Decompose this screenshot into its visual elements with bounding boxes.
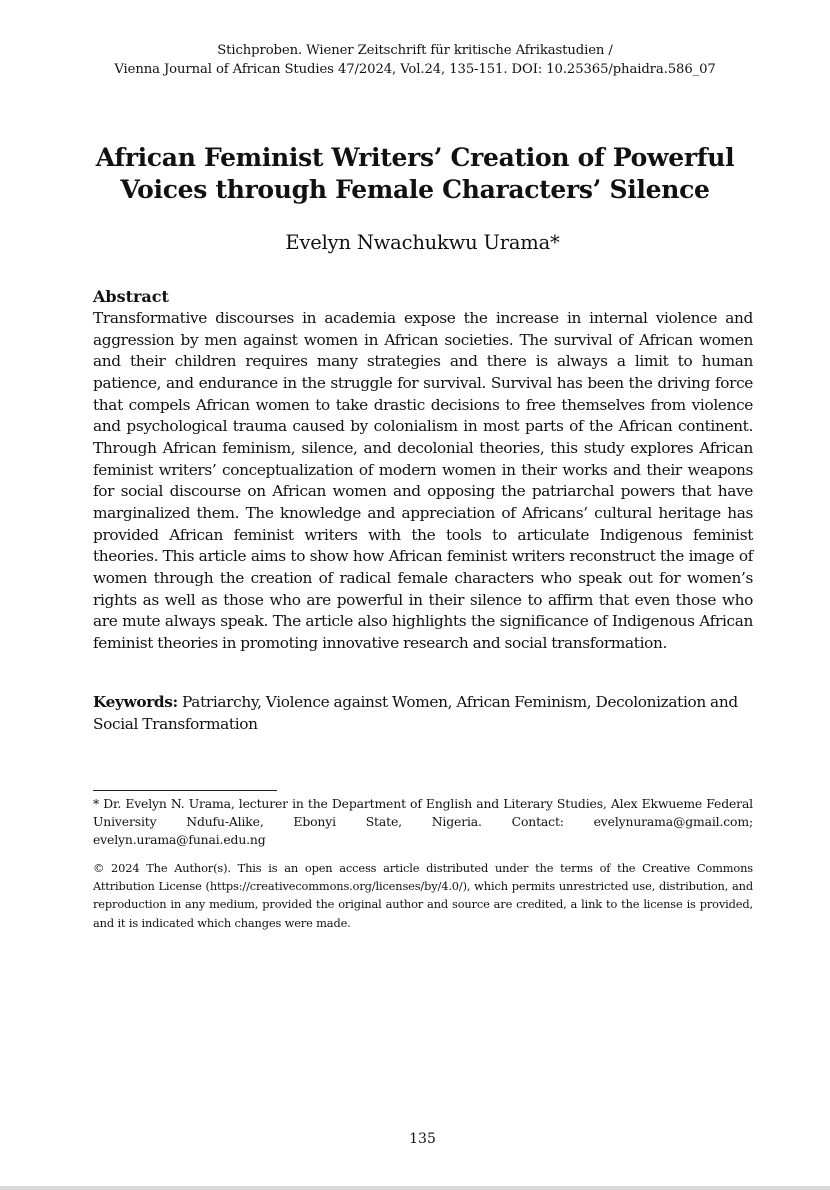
abstract-text: Transformative discourses in academia expose the increase in internal violence and aggression by men against women in African societies. The survival of African women and their children requires many strategies and there is always a limit to human patience, and endurance in the struggle for survival. Survival has been the driving force that compels African women to take drastic decisions to free themselves from violence and psychological trauma caused by colonialism in most parts of the African continent. Through African feminism, silence, and decolonial theories, this study explores African feminist writers’ conceptualization of modern women in their works and their weapons for social discourse on African women and opposing the patriarchal powers that have marginalized them. The knowledge and appreciation of Africans’ cultural heritage has provided African feminist writers with the tools to articulate Indigenous feminist theories. This article aims to show how African feminist writers reconstruct the image of women through the creation of radical female characters who speak out for women’s rights as well as those who are powerful in their silence to affirm that even those who are mute always speak. The article also highlights the significance of Indigenous African feminist theories in promoting innovative research and social transformation. (93, 309, 753, 652)
author-footnote: * Dr. Evelyn N. Urama, lecturer in the Department of English and Literary Studies, Alex Ekwueme Federal University Ndufu-Alike, Ebonyi State, Nigeria. Contact: evelynurama@gmail.com; evelyn.urama@funai.edu.ng (93, 796, 753, 848)
running-head-citation: Vienna Journal of African Studies 47/2024, Vol.24, 135-151. DOI: 10.25365/phaidra.586_07 (114, 62, 716, 77)
keywords-text: Patriarchy, Violence against Women, African Feminism, Decolonization and Social Transformation (93, 693, 738, 733)
running-head-journal-name: Stichproben. Wiener Zeitschrift für kritische Afrikastudien / (217, 43, 613, 58)
page-bottom-edge (0, 1186, 830, 1190)
article-title (40, 142, 790, 206)
article-title-line-2: Voices through Female Characters’ Silence (120, 175, 710, 204)
running-head (0, 41, 830, 79)
author-name: Evelyn Nwachukwu Urama* (285, 231, 560, 254)
article-title-line-1: African Feminist Writers’ Creation of Powerful (95, 143, 735, 172)
abstract-heading: Abstract (93, 287, 169, 306)
keywords-label: Keywords: (93, 693, 178, 711)
footnote-divider (93, 790, 277, 791)
license-notice: © 2024 The Author(s). This is an open access article distributed under the terms of the Creative Commons Attribution License (https://creativecommons.org/licenses/by/4.0/), which permits unrestricted use, distribution, and reproduction in any medium, provided the original author and source are credited, a link to the license is provided, and it is indicated which changes were made. (93, 861, 753, 930)
keywords (93, 692, 753, 735)
page-number: 135 (409, 1131, 436, 1147)
